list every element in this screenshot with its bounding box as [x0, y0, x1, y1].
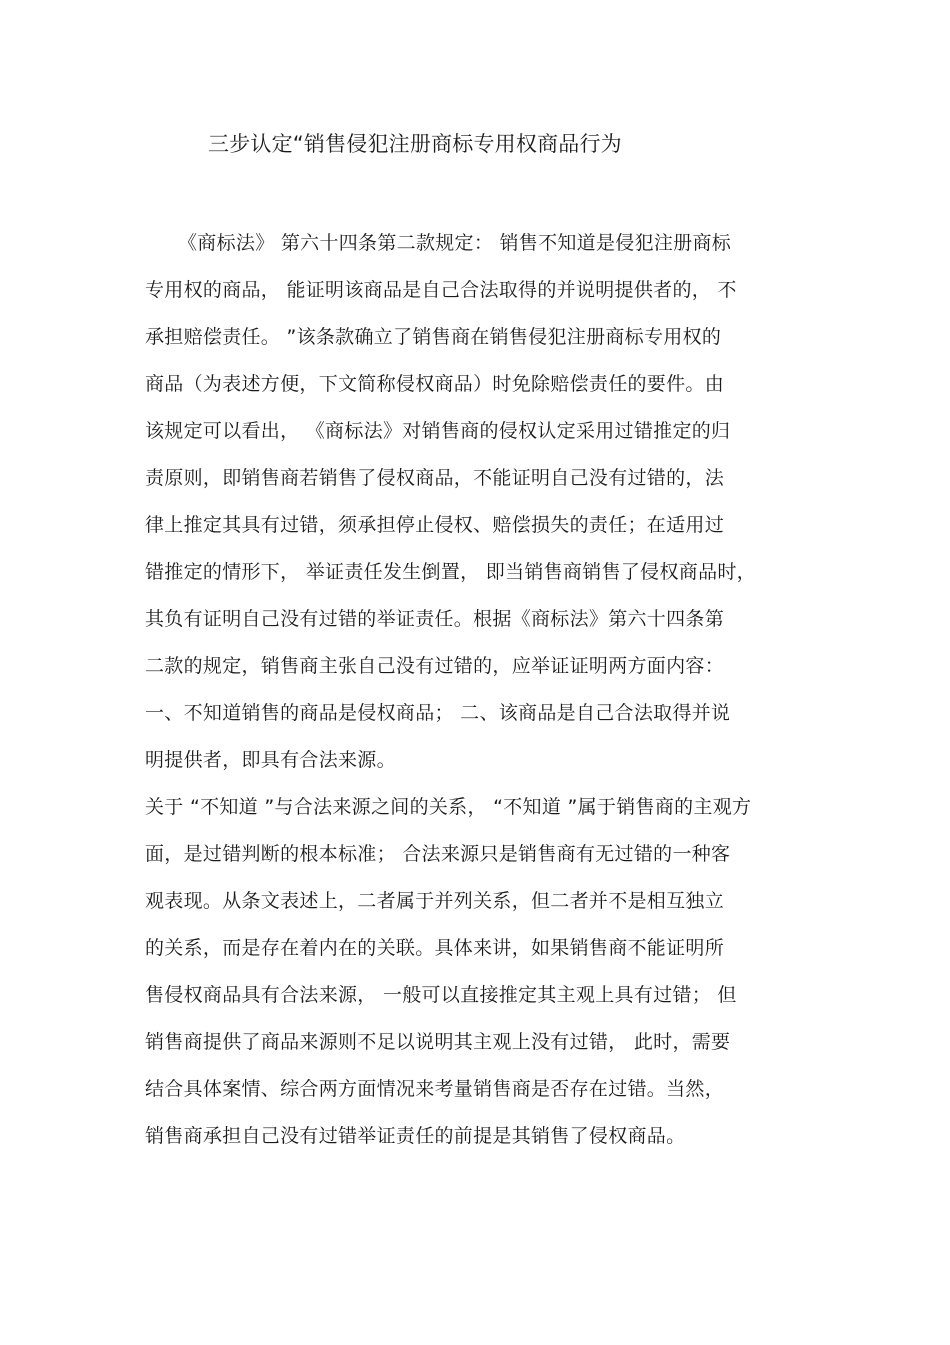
body-line-15: 观表现。从条文表述上，二者属于并列关系，但二者并不是相互独立	[145, 890, 725, 912]
body-line-9: 其负有证明自己没有过错的举证责任。根据《商标法》第六十四条第	[145, 608, 725, 630]
body-line-12: 明提供者，即具有合法来源。	[145, 749, 396, 771]
body-line-10: 二款的规定，销售商主张自己没有过错的，应举证证明两方面内容：	[145, 655, 725, 677]
body-line-8: 错推定的情形下， 举证责任发生倒置， 即当销售商销售了侵权商品时，	[145, 561, 756, 583]
body-line-3: 承担赔偿责任。 ”该条款确立了销售商在销售侵犯注册商标专用权的	[145, 326, 722, 348]
body-line-7: 律上推定其具有过错，须承担停止侵权、赔偿损失的责任；在适用过	[145, 514, 725, 536]
body-line-6: 责原则，即销售商若销售了侵权商品，不能证明自己没有过错的，法	[145, 467, 725, 489]
body-line-11: 一、不知道销售的商品是侵权商品； 二、该商品是自己合法取得并说	[145, 702, 731, 724]
body-line-16: 的关系，而是存在着内在的关联。具体来讲，如果销售商不能证明所	[145, 937, 725, 959]
body-line-13: 关于 “不知道 ”与合法来源之间的关系， “不知道 ”属于销售商的主观方	[145, 796, 752, 818]
body-line-18: 销售商提供了商品来源则不足以说明其主观上没有过错， 此时，需要	[145, 1031, 731, 1053]
body-line-20: 销售商承担自己没有过错举证责任的前提是其销售了侵权商品。	[145, 1125, 686, 1147]
body-line-4: 商品（为表述方便，下文简称侵权商品）时免除赔偿责任的要件。由	[145, 373, 725, 395]
document-title: 三步认定“销售侵犯注册商标专用权商品行为	[208, 132, 622, 156]
body-line-17: 售侵权商品具有合法来源， 一般可以直接推定其主观上具有过错； 但	[145, 984, 737, 1006]
body-line-19: 结合具体案情、综合两方面情况来考量销售商是否存在过错。当然，	[145, 1078, 725, 1100]
body-line-2: 专用权的商品， 能证明该商品是自己合法取得的并说明提供者的， 不	[145, 279, 737, 301]
body-line-14: 面，是过错判断的根本标准； 合法来源只是销售商有无过错的一种客	[145, 843, 731, 865]
body-line-1: 《商标法》 第六十四条第二款规定： 销售不知道是侵犯注册商标	[178, 232, 732, 254]
body-line-5: 该规定可以看出， 《商标法》对销售商的侵权认定采用过错推定的归	[145, 420, 731, 442]
